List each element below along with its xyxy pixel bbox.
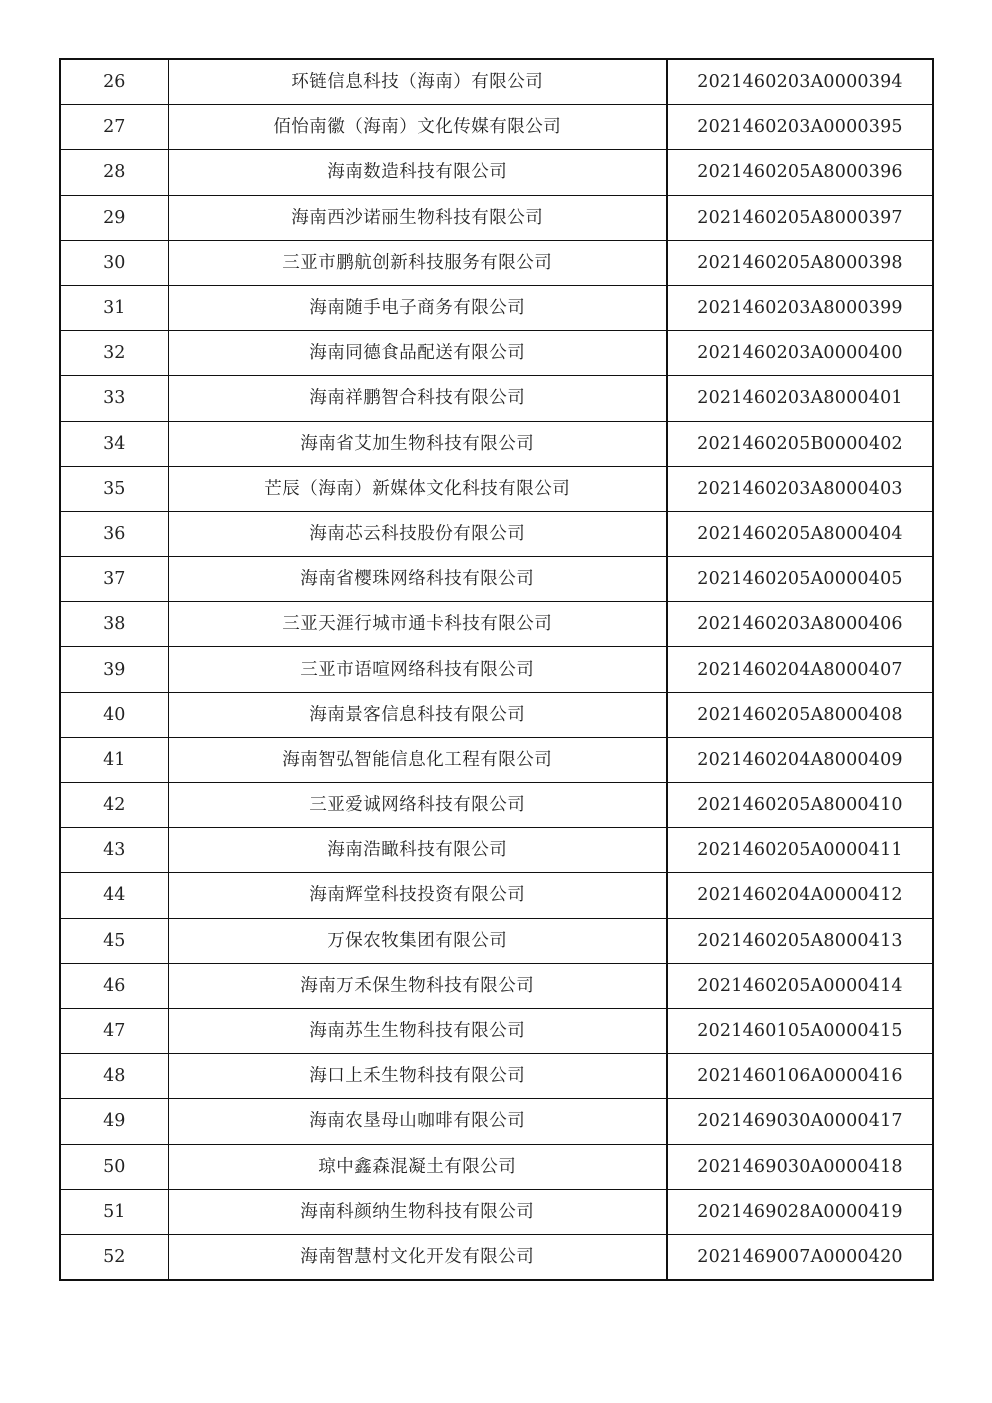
registration-code-cell: 2021460205A8000404 xyxy=(667,511,933,556)
registration-code-cell: 2021460205A8000410 xyxy=(667,783,933,828)
table-row xyxy=(60,1008,933,1053)
table-row xyxy=(60,240,933,285)
row-number-cell: 40 xyxy=(60,692,168,737)
registration-code-cell: 2021460203A0000400 xyxy=(667,331,933,376)
table-row xyxy=(60,737,933,782)
company-name-cell: 海南省樱珠网络科技有限公司 xyxy=(168,557,667,602)
table-row xyxy=(60,1054,933,1099)
row-number-cell: 46 xyxy=(60,963,168,1008)
registration-code-cell: 2021460106A0000416 xyxy=(667,1054,933,1099)
company-name-cell: 三亚市语喧网络科技有限公司 xyxy=(168,647,667,692)
row-number-cell: 37 xyxy=(60,557,168,602)
row-number-cell: 42 xyxy=(60,783,168,828)
company-name-cell: 海南智慧村文化开发有限公司 xyxy=(168,1234,667,1280)
table-row xyxy=(60,783,933,828)
table-row xyxy=(60,692,933,737)
row-number-cell: 51 xyxy=(60,1189,168,1234)
registration-code-cell: 2021469007A0000420 xyxy=(667,1234,933,1280)
registration-code-cell: 2021460203A8000399 xyxy=(667,285,933,330)
registration-code-cell: 2021460204A8000407 xyxy=(667,647,933,692)
registration-code-cell: 2021469030A0000418 xyxy=(667,1144,933,1189)
company-name-cell: 三亚爱诚网络科技有限公司 xyxy=(168,783,667,828)
company-name-cell: 环链信息科技（海南）有限公司 xyxy=(168,59,667,105)
registration-code-cell: 2021460204A0000412 xyxy=(667,873,933,918)
row-number-cell: 39 xyxy=(60,647,168,692)
registration-code-cell: 2021460205A8000398 xyxy=(667,240,933,285)
table-row xyxy=(60,105,933,150)
registration-code-cell: 2021460203A8000406 xyxy=(667,602,933,647)
company-name-cell: 海口上禾生物科技有限公司 xyxy=(168,1054,667,1099)
registration-code-cell: 2021460205A0000414 xyxy=(667,963,933,1008)
company-name-cell: 万保农牧集团有限公司 xyxy=(168,918,667,963)
row-number-cell: 35 xyxy=(60,466,168,511)
registry-table-body xyxy=(60,59,933,1280)
row-number-cell: 28 xyxy=(60,150,168,195)
company-name-cell: 海南省艾加生物科技有限公司 xyxy=(168,421,667,466)
company-name-cell: 海南科颜纳生物科技有限公司 xyxy=(168,1189,667,1234)
company-name-cell: 海南农垦母山咖啡有限公司 xyxy=(168,1099,667,1144)
table-row xyxy=(60,421,933,466)
registration-code-cell: 2021460204A8000409 xyxy=(667,737,933,782)
company-name-cell: 海南随手电子商务有限公司 xyxy=(168,285,667,330)
company-name-cell: 海南同德食品配送有限公司 xyxy=(168,331,667,376)
table-row xyxy=(60,150,933,195)
row-number-cell: 29 xyxy=(60,195,168,240)
row-number-cell: 34 xyxy=(60,421,168,466)
table-row xyxy=(60,873,933,918)
registration-code-cell: 2021460205A0000405 xyxy=(667,557,933,602)
table-row xyxy=(60,918,933,963)
table-row xyxy=(60,466,933,511)
table-row xyxy=(60,1189,933,1234)
row-number-cell: 26 xyxy=(60,59,168,105)
company-name-cell: 海南芯云科技股份有限公司 xyxy=(168,511,667,556)
company-name-cell: 海南浩瞰科技有限公司 xyxy=(168,828,667,873)
row-number-cell: 36 xyxy=(60,511,168,556)
registration-code-cell: 2021460105A0000415 xyxy=(667,1008,933,1053)
registration-code-cell: 2021460205A8000413 xyxy=(667,918,933,963)
row-number-cell: 44 xyxy=(60,873,168,918)
row-number-cell: 48 xyxy=(60,1054,168,1099)
company-name-cell: 海南祥鹏智合科技有限公司 xyxy=(168,376,667,421)
company-name-cell: 佰怡南徽（海南）文化传媒有限公司 xyxy=(168,105,667,150)
company-name-cell: 三亚市鹏航创新科技服务有限公司 xyxy=(168,240,667,285)
table-row xyxy=(60,963,933,1008)
registration-code-cell: 2021460205A8000396 xyxy=(667,150,933,195)
table-row xyxy=(60,1234,933,1280)
table-row xyxy=(60,647,933,692)
table-row xyxy=(60,602,933,647)
registration-code-cell: 2021460203A0000395 xyxy=(667,105,933,150)
row-number-cell: 38 xyxy=(60,602,168,647)
table-row xyxy=(60,376,933,421)
row-number-cell: 41 xyxy=(60,737,168,782)
table-row xyxy=(60,195,933,240)
company-name-cell: 海南苏生生物科技有限公司 xyxy=(168,1008,667,1053)
company-name-cell: 三亚天涯行城市通卡科技有限公司 xyxy=(168,602,667,647)
table-row xyxy=(60,285,933,330)
row-number-cell: 33 xyxy=(60,376,168,421)
registration-code-cell: 2021469028A0000419 xyxy=(667,1189,933,1234)
company-name-cell: 海南数造科技有限公司 xyxy=(168,150,667,195)
registration-code-cell: 2021460205A8000397 xyxy=(667,195,933,240)
company-name-cell: 海南辉堂科技投资有限公司 xyxy=(168,873,667,918)
row-number-cell: 32 xyxy=(60,331,168,376)
registration-code-cell: 2021460203A8000403 xyxy=(667,466,933,511)
table-row xyxy=(60,1099,933,1144)
row-number-cell: 49 xyxy=(60,1099,168,1144)
registration-code-cell: 2021460203A0000394 xyxy=(667,59,933,105)
company-name-cell: 芒辰（海南）新媒体文化科技有限公司 xyxy=(168,466,667,511)
company-registry-table xyxy=(59,58,934,1281)
row-number-cell: 45 xyxy=(60,918,168,963)
row-number-cell: 50 xyxy=(60,1144,168,1189)
registration-code-cell: 2021460203A8000401 xyxy=(667,376,933,421)
table-row xyxy=(60,1144,933,1189)
row-number-cell: 43 xyxy=(60,828,168,873)
table-row xyxy=(60,828,933,873)
registration-code-cell: 2021460205A0000411 xyxy=(667,828,933,873)
row-number-cell: 30 xyxy=(60,240,168,285)
registration-code-cell: 2021460205A8000408 xyxy=(667,692,933,737)
company-name-cell: 海南西沙诺丽生物科技有限公司 xyxy=(168,195,667,240)
table-row xyxy=(60,557,933,602)
row-number-cell: 52 xyxy=(60,1234,168,1280)
company-name-cell: 海南智弘智能信息化工程有限公司 xyxy=(168,737,667,782)
company-name-cell: 海南万禾保生物科技有限公司 xyxy=(168,963,667,1008)
row-number-cell: 31 xyxy=(60,285,168,330)
company-name-cell: 琼中鑫森混凝土有限公司 xyxy=(168,1144,667,1189)
row-number-cell: 47 xyxy=(60,1008,168,1053)
row-number-cell: 27 xyxy=(60,105,168,150)
company-name-cell: 海南景客信息科技有限公司 xyxy=(168,692,667,737)
table-row xyxy=(60,331,933,376)
table-row xyxy=(60,59,933,105)
registration-code-cell: 2021460205B0000402 xyxy=(667,421,933,466)
table-row xyxy=(60,511,933,556)
registration-code-cell: 2021469030A0000417 xyxy=(667,1099,933,1144)
